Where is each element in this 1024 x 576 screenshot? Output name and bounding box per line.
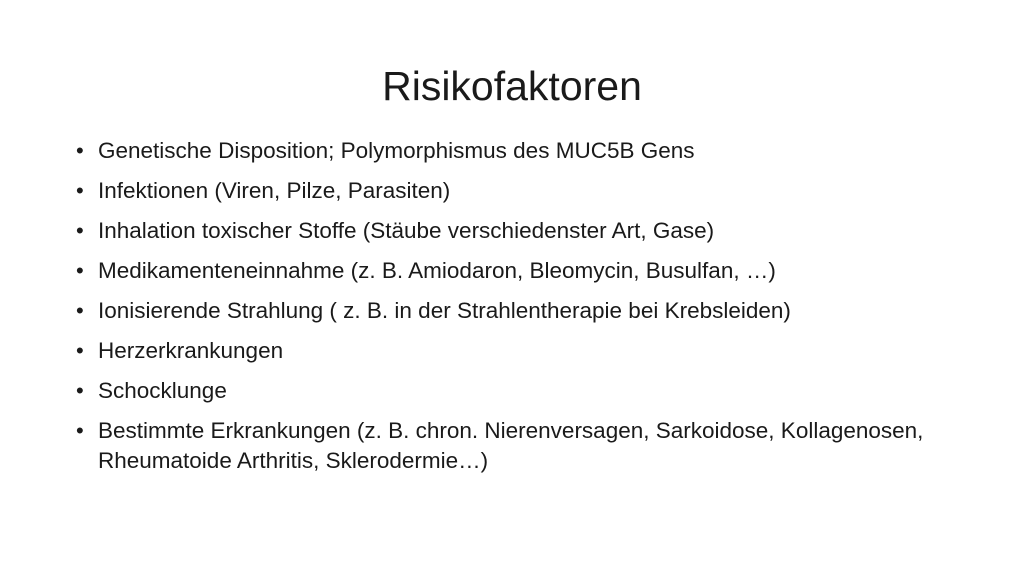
bullet-icon: • (76, 378, 84, 403)
bullet-icon: • (76, 298, 84, 323)
bullet-icon: • (76, 338, 84, 363)
bullet-icon: • (76, 218, 84, 243)
bullet-icon: • (76, 138, 84, 163)
bullet-icon: • (76, 418, 84, 443)
bullet-text: Ionisierende Strahlung ( z. B. in der Strahlentherapie bei Krebsleiden) (98, 298, 791, 323)
bullet-item-medication (74, 256, 974, 286)
bullet-item-inhalation (74, 216, 974, 246)
bullet-text: Schocklunge (98, 378, 227, 403)
bullet-text: Infektionen (Viren, Pilze, Parasiten) (98, 178, 451, 203)
bullet-text: Inhalation toxischer Stoffe (Stäube verschiedenster Art, Gase) (98, 218, 715, 243)
bullet-item-radiation (74, 296, 974, 326)
bullet-text: Bestimmte Erkrankungen (z. B. chron. Nierenversagen, Sarkoidose, Kollagenosen, Rheumatoide Arthritis, Sklerodermie…) (98, 418, 924, 473)
bullet-item-shock-lung (74, 376, 974, 406)
bullet-text: Genetische Disposition; Polymorphismus des MUC5B Gens (98, 138, 695, 163)
bullet-item-infections (74, 176, 974, 206)
bullet-item-heart-disease (74, 336, 974, 366)
bullet-item-diseases (74, 416, 974, 476)
bullet-text: Herzerkrankungen (98, 338, 284, 363)
bullet-list (74, 136, 974, 476)
slide-title: Risikofaktoren (382, 63, 642, 109)
bullet-icon: • (76, 178, 84, 203)
bullet-text: Medikamenteneinnahme (z. B. Amiodaron, Bleomycin, Busulfan, …) (98, 258, 776, 283)
bullet-item-genetics (74, 136, 974, 166)
bullet-icon: • (76, 258, 84, 283)
